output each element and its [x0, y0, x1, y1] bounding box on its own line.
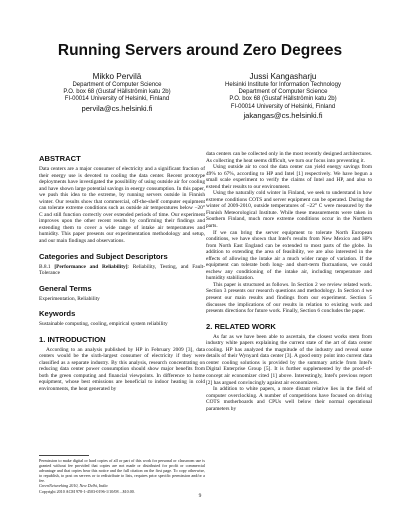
general-terms-text: Experimentation, Reliability: [39, 295, 100, 302]
general-terms-heading: General Terms: [39, 283, 92, 293]
author-address: P.O. box 68 (Gustaf Hällströmin katu 2b): [229, 96, 337, 103]
author-department: Department of Computer Science: [72, 82, 162, 88]
body-paragraph: Using outside air to cool the data center can yield energy savings from 49% to 67%, according to HP and Intel [1] respectively. We have begun a small scale experiment to verify the claims of Intel and HP, and also to extend their results to our environment.: [206, 164, 372, 190]
author-city: FI-00014 University of Helsinki, Finland: [64, 96, 170, 103]
abstract-text: Data centers are a major consumer of electricity and a significant fraction of their energy use is devoted to cooling the data center. Recent prototype deployments have investigated the possibility of using outside air for cooling and have shown large potential savings in energy consumption. In this paper, we push this idea to the extreme, by running servers outside in Finnish winter. Our results show that commercial, off-the-shelf computer equipment can tolerate extreme conditions such as outside air temperatures below −20° C and still function correctly over extended periods of time. Our experiment improves upon the other recent results by confirming their findings and extending them to cover a wide range of intake air temperatures and humidity. This paper presents our experimentation methodology and setup, and our main findings and observations.: [39, 166, 205, 245]
paper-title: Running Servers around Zero Degrees: [57, 42, 343, 59]
copyright-footnote: [39, 455, 205, 494]
body-paragraph: data centers can be collected only in the most recently designed architectures. As collecting the heat seems difficult, we turn our focus into preventing it.: [206, 151, 372, 164]
right-column: [206, 151, 372, 412]
author-institute: Helsinki Institute for Information Technology: [225, 82, 341, 88]
author-department: Department of Computer Science: [238, 89, 328, 96]
footnote-rule: [39, 455, 89, 456]
body-paragraph: As far as we have been able to ascertain, the closest works stem from industry white papers explaining the current state of the art of data center cooling. HP has analyzed the magnitude of the industry and reveal some details of their Wynyard data center [3]. A good entry point into current data center cooling solutions is provided by the summary article from Intel's Digital Enterprise Group [5]. It is further supplemented by the proof-of-concept air economizer cited [1] above. Interestingly, Intel's previous report [2] has argued convincingly against air economizers.: [206, 333, 372, 386]
copyright-text: Copyright 2010 ACM 978-1-4503-0196-1/10/08 ...$10.00.: [39, 488, 135, 494]
author-city: FI-00014 University of Helsinki, Finland: [230, 103, 336, 110]
venue-text: GreenNetworking 2010, New Delhi, India: [39, 483, 108, 489]
page-number: 9: [198, 493, 202, 499]
keywords-heading: Keywords: [39, 309, 76, 319]
body-paragraph: In addition to white papers, a more distant relative lies in the field of computer overclocking. A number of competitions have focused on driving COTS motherboards and CPUs well below their normal operational parameters by: [206, 386, 372, 412]
ccs-bold: [Performance and Reliability]: [54, 263, 128, 270]
body-paragraph: This paper is structured as follows. In Section 2 we review related work. Section 3 presents our research questions and methodology. In Section 4 we present our main results and findings from our experiment. Section 5 discusses the implications of our results in relation to existing work and presents directions for future work. Finally, Section 6 concludes the paper.: [206, 281, 372, 315]
related-work-heading: 2. RELATED WORK: [206, 321, 276, 331]
author-email: jakangas@cs.helsinki.fi: [243, 110, 323, 120]
ccs-rest: : Reliability, Testing, and Fault-Tolerance: [39, 263, 205, 277]
abstract-heading: ABSTRACT: [39, 154, 81, 163]
body-paragraph: Using the naturally cold winter in Finland, we seek to understand in how extreme conditions COTS and server equipment can be operated. During the winter of 2009-2010, outside temperatures of −22° C were measured by the Finnish Meteorological Institute. While these measurements were taken in Southern Finland, much more extreme conditions occur in the Northern parts.: [206, 190, 372, 230]
introduction-text: According to an analysis published by HP in February 2009 [3], data centers would be the sixth-largest consumer of electricity if they were classified as a separate industry. By this analysis, research concentrating on reducing data center power consumption should show major benefits from both the green computing and financial viewpoints. In difference to home equipment, whose best emissions are beneficial to indoor heating in cold environments, the heat generated by: [39, 346, 205, 393]
author-address: P.O. box 68 (Gustaf Hällströmin katu 2b): [63, 89, 171, 96]
left-column: [39, 150, 205, 393]
keywords-text: Sustainable computing, cooling, empirical system reliability: [39, 321, 168, 328]
author-block-2: [198, 72, 368, 120]
body-paragraph: If we can bring the server equipment to tolerate North European conditions, we have shown that Intel's results from New Mexico and HP's from North East England can be extended to most parts of the globe. In addition to extending the area of feasibility, we are also interested in the effects of allowing the intake air a much wider range of variation. If the equipment can tolerate both long- and short-term fluctuations, we could eschew any conditioning of the intake air, including temperature and humidity stabilization.: [206, 229, 372, 282]
ccs-code: B.8.1: [39, 263, 51, 270]
introduction-heading: 1. INTRODUCTION: [39, 334, 106, 344]
categories-text: [39, 264, 205, 277]
author-block-1: [32, 72, 202, 113]
author-name: Mikko Pervilä: [92, 72, 142, 81]
author-name: Jussi Kangasharju: [249, 72, 317, 81]
author-email: pervila@cs.helsinki.fi: [81, 103, 153, 113]
categories-heading: Categories and Subject Descriptors: [39, 251, 168, 261]
permission-text: Permission to make digital or hard copies of all or part of this work for personal or classroom use is granted without fee provided that copies are not made or distributed for profit or commercial advantage and that copies bear this notice and the full citation on the first page. To copy otherwise, to republish, to post on servers or to redistribute to lists, requires prior specific permission and/or a fee.: [39, 458, 205, 484]
